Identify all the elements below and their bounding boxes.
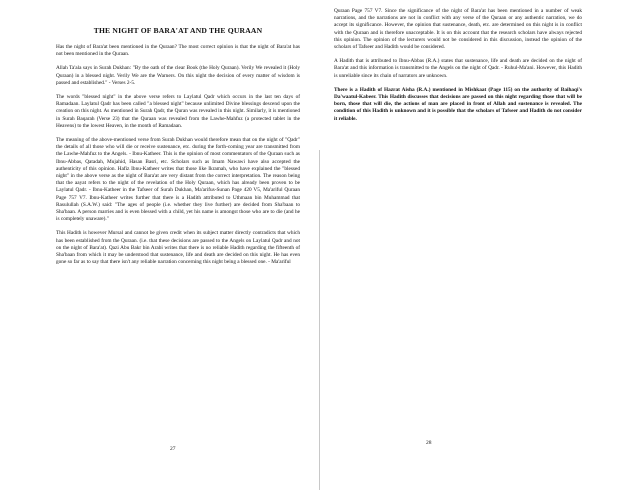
paragraph: The meaning of the above-mentioned verse from Surah Dukhan would therefore mean that on the night of "Qadr" the details of all those who will die or receive sustenance, etc. during the forth-coming year are transmitted from the Lawhe-Mahfuz to the Angels. - Ibnu-Katheer. This is the opinion of most commentators of the Quraan such as Ibnu-Abbas, Qatadah, Mujahid, Hasan Basri, etc. Scholars such as Imam Nawawi have also accepted the authenticity of this opinion. Hafiz Ibnu-Katheer writes that those like Ikramah, who have explained the "blessed night" in the above verse as the night of Bara'at are very distant from the correct interpretation. The reason being that the aayat refers to the night of the revelation of the Holy Quraan, which has already been proven to be Laylatul Qadr. - Ibnu-Katheer in the Tafseer of Surah Dukhan, Ma'arifus-Sunan Page 420 V5, Ma'ariful Quraan Page 757 V7. Ibnu-Katheer writes further that there is a Hadith attributed to Uthmaan bin Muhammad that Rasulullah (S.A.W.) said: "The ages of people (i.e. whether they live further) are decided from Sha'baan to Sha'baan. A person marries and is even blessed with a child, yet his name is amongst those who are to die (and he is completely unaware)." [56, 137, 300, 223]
page-number: 27 [170, 446, 176, 452]
chapter-title: THE NIGHT OF BARA'AT AND THE QURAAN [93, 26, 263, 35]
paragraph: This Hadith is however Mursal and cannot be given credit when its subject matter directly contradicts that which has been established from the Quraan. (i.e. that these decisions are passed to the Angels on Laylatul Qadr and not on the night of Bara'at). Qazi Abu Bakr bin Arabi writes that there is no reliable Hadith regarding the fifteenth of Sha'baan from which it may be understood that sustenance, life and death are decided on this night. He has even gone so far as to say that there isn't any reliable narration concerning this night being a blessed one. - Ma'ariful [56, 230, 300, 266]
paragraph: Has the night of Bara'at been mentioned in the Quraan? The most correct opinion is that the night of Bara'at has not been mentioned in the Quraan. [56, 44, 300, 58]
left-text-column [56, 26, 300, 273]
page-number: 28 [426, 440, 432, 446]
left-page [0, 0, 318, 493]
right-page [322, 0, 638, 493]
right-text-column [334, 8, 582, 130]
page-gutter-divider [319, 150, 320, 490]
paragraph: A Hadith that is attributed to Ibnu-Abbas (R.A.) states that sustenance, life and death are decided on the night of Bara'at and this information is transmitted to the Angels on the night of Qadr. - Ruhul-Ma'ani. However, this Hadith is unreliable since its chain of narrators are unknown. [334, 58, 582, 79]
paragraph: Quraan Page 757 V7. Since the significance of the night of Bara'at has been mentioned in a number of weak narrations, and the narrations are not in conflict with any verse of the Quraan or any authentic narration, we do accept its significance. However, the opinion that sustenance, death, etc. are determined on this night is in conflict with the Quraan and is therefore unacceptable. It is on this account that the research scholars have always rejected this opinion. The opinion of the lecturers would not be considered in this discussion, instead the opinion of the scholars of Tafseer and Hadith would be considered. [334, 8, 582, 51]
paragraph: There is a Hadith of Hazrat Aisha (R.A.) mentioned in Mishkaat (Page 115) on the authority of Baihaqi's Da'waatul-Kabeer. This Hadith discusses that decisions are passed on this night regarding those that will be born, those that will die, the actions of man are placed in front of Allah and sustenance is revealed. The condition of this Hadith is unknown and it is possible that the scholars of Tafseer and Hadith do not consider it reliable. [334, 86, 582, 122]
paragraph: The words "blessed night" in the above verse refers to Laylatul Qadr which occurs in the last ten days of Ramadaan. Laylatul Qadr has been called "a blessed night" because unlimited Divine blessings descend upon the creation on this night. As mentioned in Surah Qadr, the Quran was revealed in this night. Similarly, it is mentioned in Surah Baqarah (Verse 23) that the Quraan was revealed from the Lawhe-Mahfuz (a protected tablet in the Heavens) to the lowest Heaven, in the month of Ramadaan. [56, 94, 300, 129]
paragraph: Allah Ta'ala says in Surah Dukhan: "By the oath of the clear Book (the Holy Quraan). Verily We revealed it (Holy Quraan) in a blessed night. Verily We are the Warners. On this night the decision of every matter of wisdom is passed and established." - Verses 2-5. [56, 65, 300, 86]
